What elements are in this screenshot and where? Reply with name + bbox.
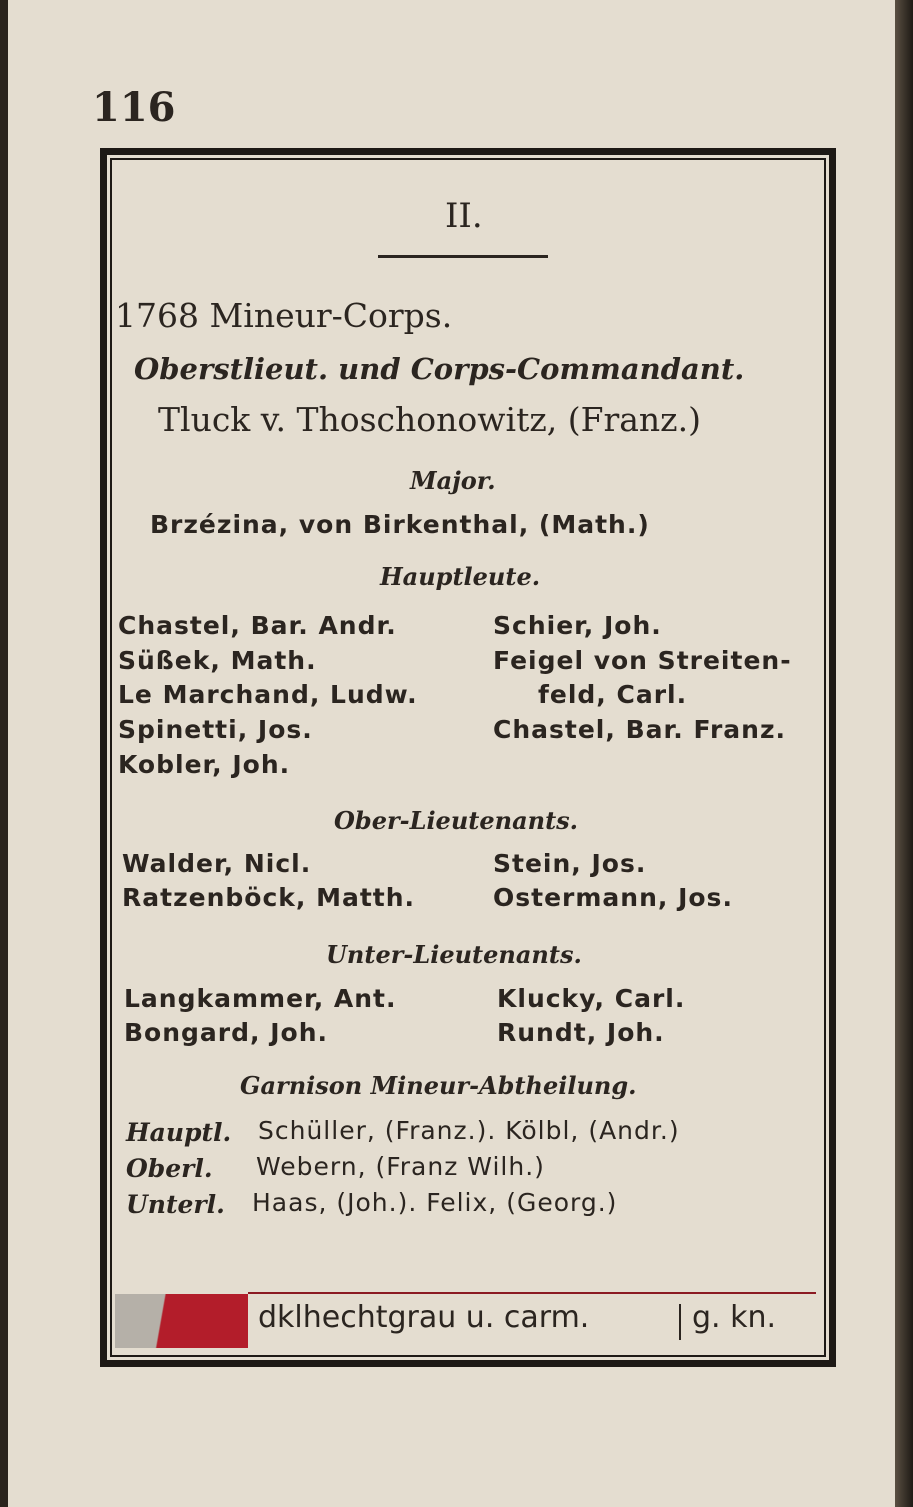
rank-label: Oberl. [126,1154,213,1183]
ober-lieutenants-heading: Ober-Lieutenants. [334,806,579,835]
rank-label: Unterl. [126,1190,225,1219]
book-spine [895,0,913,1507]
uniform-rule [248,1292,816,1294]
list-item: Ratzenböck, Matth. [122,883,416,912]
hauptleute-heading: Hauptleute. [380,562,541,591]
uniform-separator [679,1304,681,1340]
list-item: Chastel, Bar. Franz. [493,715,786,744]
list-item: Bongard, Joh. [124,1018,328,1047]
list-item: Kobler, Joh. [118,750,291,779]
title-rule [378,255,548,258]
commander-role: Oberstlieut. und Corps-Commandant. [134,352,745,386]
list-item: Langkammer, Ant. [124,984,397,1013]
rank-label: Hauptl. [126,1118,232,1147]
uniform-color-swatch [115,1294,248,1348]
list-item: Ostermann, Jos. [493,883,733,912]
section-number: II. [445,196,483,236]
list-item: Walder, Nicl. [122,849,312,878]
list-item: Rundt, Joh. [497,1018,665,1047]
list-item: Süßek, Math. [118,646,317,675]
garnison-names: Schüller, (Franz.). Kölbl, (Andr.) [258,1116,680,1145]
uniform-color-text: dklhechtgrau u. carm. [258,1300,590,1335]
list-item: Feigel von Streiten- [493,646,792,675]
list-item: Schier, Joh. [493,611,662,640]
garnison-names: Haas, (Joh.). Felix, (Georg.) [252,1188,618,1217]
page-number: 116 [92,84,176,131]
list-item: Chastel, Bar. Andr. [118,611,397,640]
list-item: Le Marchand, Ludw. [118,680,418,709]
list-item: feld, Carl. [538,680,688,709]
list-item: Spinetti, Jos. [118,715,313,744]
major-heading: Major. [410,466,496,495]
list-item: Klucky, Carl. [497,984,686,1013]
uniform-button-text: g. kn. [692,1300,777,1335]
garnison-heading: Garnison Mineur-Abtheilung. [240,1071,637,1100]
list-item: Stein, Jos. [493,849,647,878]
corps-title: 1768 Mineur-Corps. [115,296,453,335]
major-name: Brzézina, von Birkenthal, (Math.) [150,510,650,539]
garnison-names: Webern, (Franz Wilh.) [256,1152,545,1181]
commander-name: Tluck v. Thoschonowitz, (Franz.) [158,400,701,439]
unter-lieutenants-heading: Unter-Lieutenants. [326,940,582,969]
